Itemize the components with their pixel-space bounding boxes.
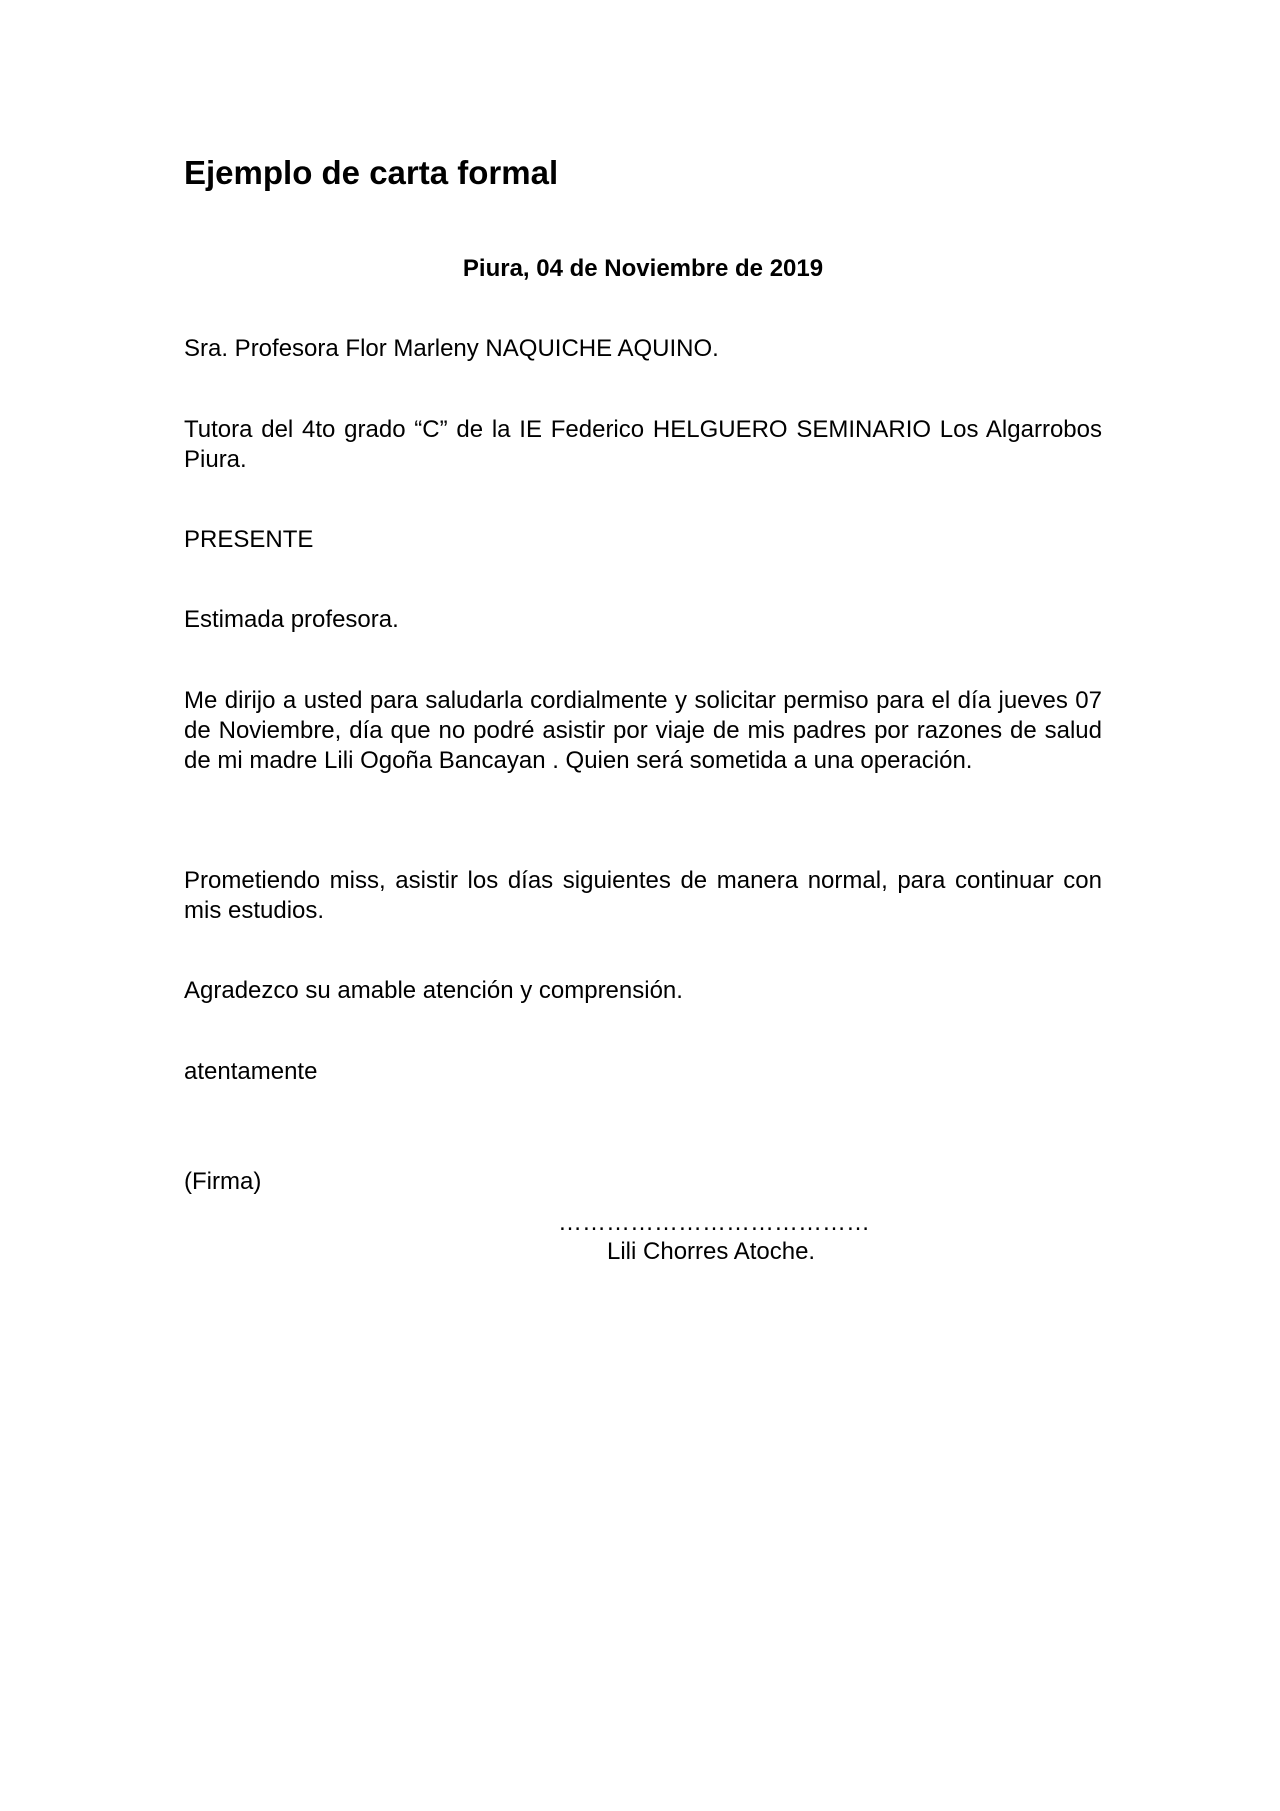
closing-line: atentamente (184, 1058, 318, 1085)
greeting: Estimada profesora. (184, 606, 399, 633)
signer-name: Lili Chorres Atoche. (607, 1238, 816, 1265)
recipient-name: Sra. Profesora Flor Marleny NAQUICHE AQUINO. (184, 335, 719, 362)
body-paragraph-1: Me dirijo a usted para saludarla cordialmente y solicitar permiso para el día jueves 07 de Noviembre, día que no podré asistir por viaje de mis padres por razones de salud de mi madre Lili Ogoña Bancayan . Quien será sometida a una operación. (184, 687, 1102, 774)
date-line: Piura, 04 de Noviembre de 2019 (462, 255, 824, 282)
body-paragraph-2: Prometiendo miss, asistir los días siguientes de manera normal, para continuar con mis estudios. (184, 867, 1102, 924)
document-title: Ejemplo de carta formal (184, 154, 559, 191)
signature-line: ………………………………… (558, 1209, 870, 1236)
thanks-line: Agradezco su amable atención y comprensión. (184, 977, 683, 1004)
recipient-role: Tutora del 4to grado “C” de la IE Federico HELGUERO SEMINARIO Los Algarrobos Piura. (184, 416, 1102, 473)
presente-label: PRESENTE (184, 526, 314, 553)
signature-label: (Firma) (184, 1168, 262, 1195)
